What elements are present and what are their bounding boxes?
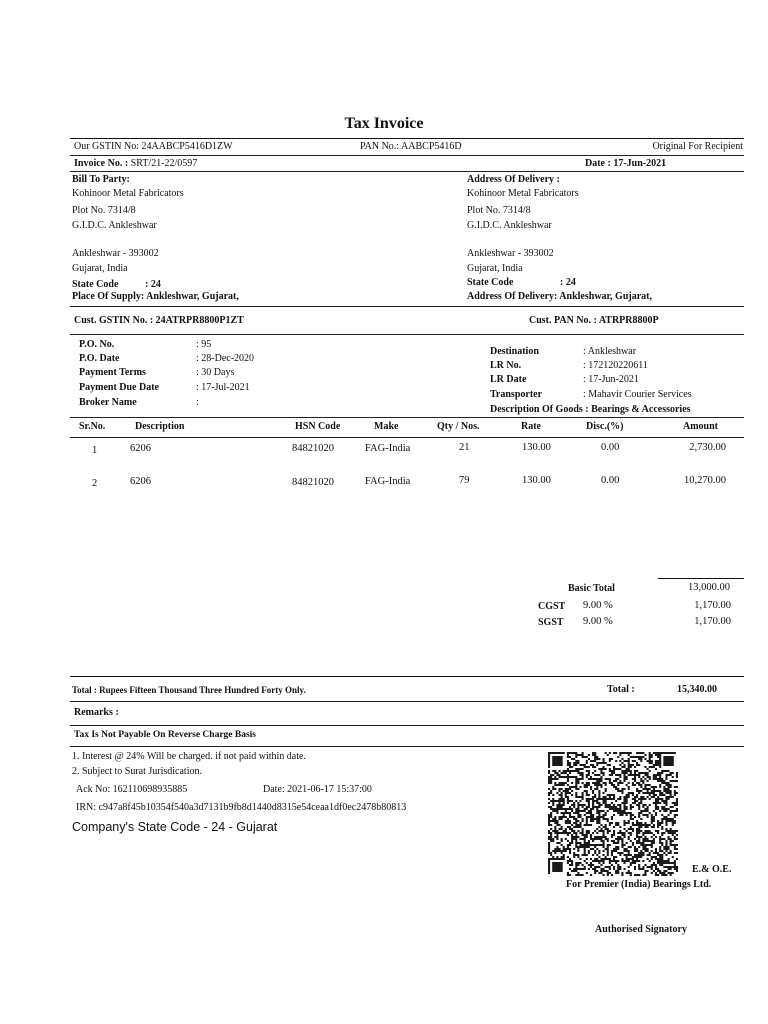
grand-total-value: 15,340.00	[677, 684, 717, 695]
delivery-state-code-label: State Code	[467, 277, 514, 288]
cgst-label: CGST	[538, 601, 566, 612]
po-label: P.O. Date	[79, 353, 120, 364]
divider	[70, 138, 744, 139]
col-header: Description	[135, 421, 185, 432]
grand-total-label: Total :	[607, 684, 635, 695]
sgst-label: SGST	[538, 617, 564, 628]
bill-to-line: G.I.D.C. Ankleshwar	[72, 220, 157, 231]
document-title: Tax Invoice	[344, 115, 424, 132]
divider	[70, 437, 744, 438]
col-header: Sr.No.	[79, 421, 106, 432]
cell-make: FAG-India	[365, 476, 411, 487]
cell-description: 6206	[130, 476, 151, 487]
our-gstin: Our GSTIN No: 24AABCP5416D1ZW	[74, 141, 233, 152]
eoe-label: E.& O.E.	[692, 864, 732, 875]
place-of-supply: Place Of Supply: Ankleshwar, Gujarat,	[72, 291, 239, 302]
reverse-charge-note: Tax Is Not Payable On Reverse Charge Basis	[74, 730, 256, 740]
cell-disc: 0.00	[601, 442, 620, 453]
col-header: Make	[374, 421, 399, 432]
po-label: Payment Terms	[79, 367, 146, 378]
words-label: Total :	[72, 685, 97, 695]
po-value: : 17-Jul-2021	[196, 382, 250, 393]
bill-to-heading: Bill To Party:	[72, 174, 130, 185]
ship-value: : Ankleshwar	[583, 346, 637, 357]
cust-pan: Cust. PAN No. : ATRPR8800P	[529, 315, 659, 326]
sgst-rate: 9.00 %	[583, 616, 613, 627]
sgst-value: 1,170.00	[694, 616, 731, 627]
ship-label: LR No.	[490, 360, 522, 371]
cell-amount: 10,270.00	[684, 475, 726, 486]
cust-gstin: Cust. GSTIN No. : 24ATRPR8800P1ZT	[74, 315, 244, 326]
divider	[70, 725, 744, 726]
bill-to-line: Plot No. 7314/8	[72, 205, 136, 216]
cell-make: FAG-India	[365, 443, 411, 454]
bill-to-line: Kohinoor Metal Fabricators	[72, 188, 184, 199]
ship-value: : 172120220611	[583, 360, 648, 371]
remarks-label: Remarks :	[74, 707, 119, 718]
cell-amount: 2,730.00	[689, 442, 726, 453]
total-rule	[658, 578, 744, 579]
divider	[70, 701, 744, 702]
for-company: For Premier (India) Bearings Ltd.	[566, 879, 712, 890]
divider	[70, 746, 744, 747]
qr-code	[548, 752, 678, 876]
basic-total-value: 13,000.00	[688, 582, 730, 593]
cell-qty: 79	[459, 475, 470, 486]
divider	[70, 334, 744, 335]
cell-qty: 21	[459, 442, 470, 453]
cell-hsn: 84821020	[292, 443, 334, 454]
delivery-line: G.I.D.C. Ankleshwar	[467, 220, 552, 231]
delivery-line: Gujarat, India	[467, 263, 523, 274]
col-header: Rate	[521, 421, 541, 432]
cgst-value: 1,170.00	[694, 600, 731, 611]
bill-state-code-value: : 24	[145, 279, 161, 290]
po-value: :	[196, 397, 199, 408]
divider	[70, 676, 744, 677]
basic-total-label: Basic Total	[568, 583, 615, 594]
divider	[70, 306, 744, 307]
invoice-number	[74, 158, 197, 169]
copy-label: Original For Recipient	[652, 141, 743, 152]
amount-in-words	[72, 685, 306, 695]
cgst-rate: 9.00 %	[583, 600, 613, 611]
cell-hsn: 84821020	[292, 477, 334, 488]
po-value: : 30 Days	[196, 367, 235, 378]
col-header: Qty / Nos.	[437, 421, 480, 432]
ack-date: Date: 2021-06-17 15:37:00	[263, 784, 372, 795]
irn: IRN: c947a8f45b10354f540a3d7131b9fb8d1440d8315e54ceaa1df0ec2478b80813	[76, 802, 407, 813]
ship-value: : Mahavir Courier Services	[583, 389, 692, 400]
cell-sr: 2	[92, 478, 98, 489]
cell-rate: 130.00	[522, 475, 551, 486]
cell-description: 6206	[130, 443, 151, 454]
delivery-state-code-value: : 24	[560, 277, 576, 288]
col-header: Amount	[683, 421, 719, 432]
delivery-address: Address Of Delivery: Ankleshwar, Gujarat,	[467, 291, 652, 302]
col-header: Disc.(%)	[586, 421, 624, 432]
po-label: Payment Due Date	[79, 382, 159, 393]
divider	[70, 171, 744, 172]
delivery-heading: Address Of Delivery :	[467, 174, 560, 185]
invoice-no-label: Invoice No. :	[74, 158, 129, 169]
ship-label: LR Date	[490, 374, 527, 385]
delivery-line: Plot No. 7314/8	[467, 205, 531, 216]
company-state-code: Company's State Code - 24 - Gujarat	[72, 820, 278, 834]
delivery-line: Ankleshwar - 393002	[467, 248, 554, 259]
divider	[70, 417, 744, 418]
words-text: Rupees Fifteen Thousand Three Hundred Forty Only.	[99, 685, 306, 695]
cell-disc: 0.00	[601, 475, 620, 486]
our-pan: PAN No.: AABCP5416D	[360, 141, 462, 152]
po-value: : 95	[196, 339, 212, 350]
divider	[70, 155, 744, 156]
authorised-signatory: Authorised Signatory	[595, 924, 687, 935]
invoice-no-value: SRT/21-22/0597	[130, 158, 198, 169]
ship-label: Transporter	[490, 389, 543, 400]
ship-value: : 17-Jun-2021	[583, 374, 639, 385]
po-value: : 28-Dec-2020	[196, 353, 255, 364]
cell-rate: 130.00	[522, 442, 551, 453]
term-line: 2. Subject to Surat Jurisdication.	[72, 766, 202, 777]
ship-label: Destination	[490, 346, 539, 357]
col-header: HSN Code	[295, 421, 341, 432]
po-label: Broker Name	[79, 397, 137, 408]
description-of-goods: Description Of Goods : Bearings & Accessories	[490, 404, 691, 415]
invoice-date: Date : 17-Jun-2021	[585, 158, 667, 169]
bill-state-code-label: State Code	[72, 279, 119, 290]
delivery-line: Kohinoor Metal Fabricators	[467, 188, 579, 199]
term-line: 1. Interest @ 24% Will be charged. if not paid within date.	[72, 751, 306, 762]
cell-sr: 1	[92, 445, 98, 456]
bill-to-line: Ankleshwar - 393002	[72, 248, 159, 259]
ack-number: Ack No: 162110698935885	[76, 784, 188, 795]
po-label: P.O. No.	[79, 339, 115, 350]
bill-to-line: Gujarat, India	[72, 263, 128, 274]
